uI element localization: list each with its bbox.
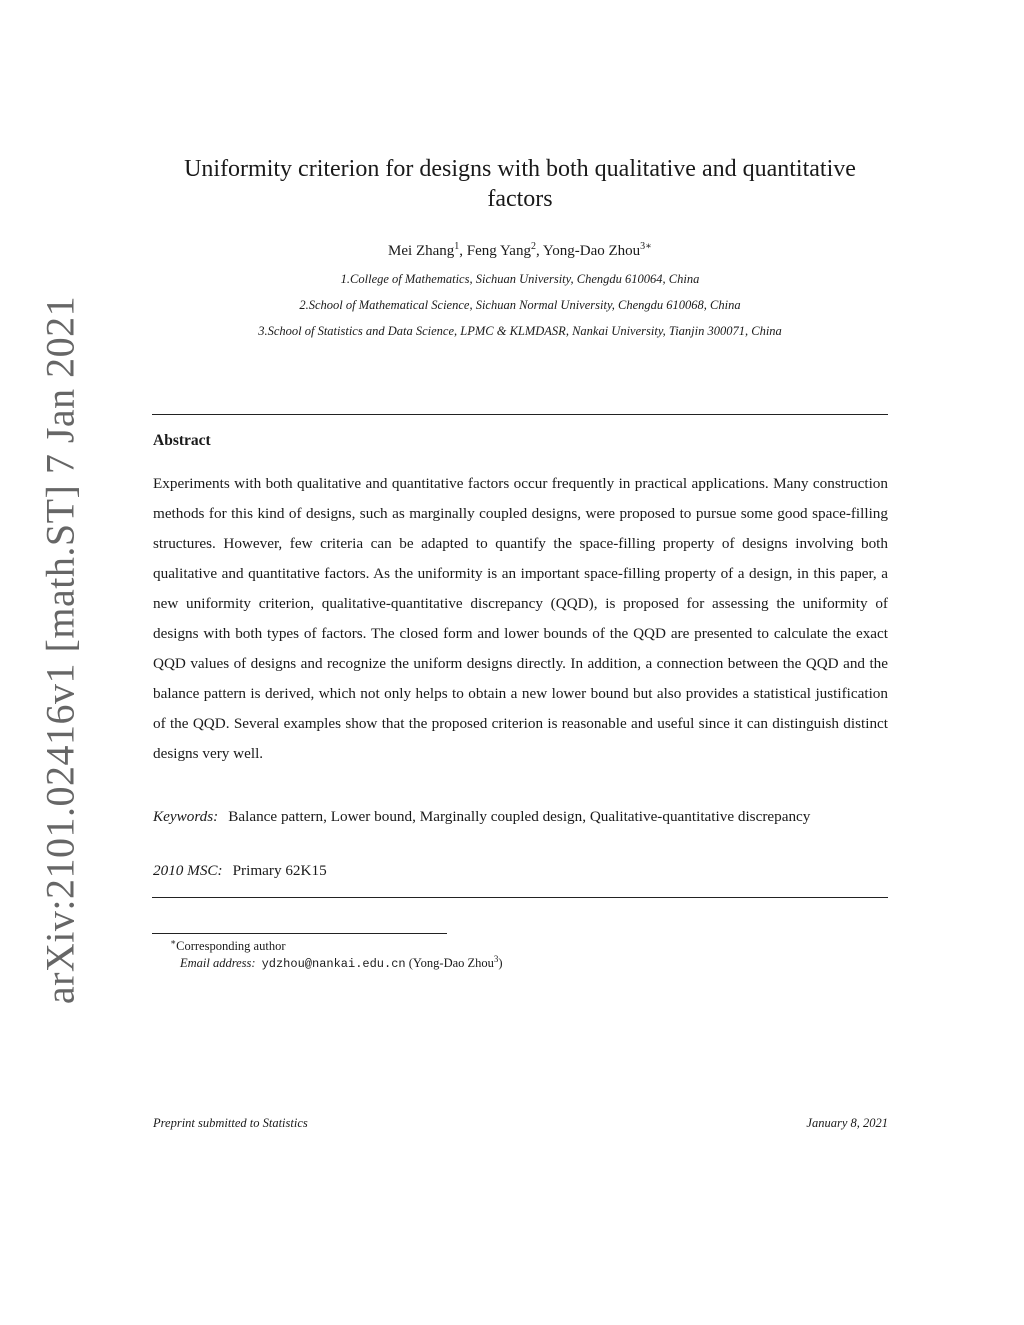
keywords-label: Keywords: <box>153 808 219 825</box>
footnote-mark: ∗ <box>170 937 177 947</box>
email-address[interactable]: ydzhou@nankai.edu.cn <box>261 957 406 972</box>
footnote-email <box>180 954 503 971</box>
abstract-heading: Abstract <box>153 432 211 449</box>
author-list: Mei Zhang$^1$, Feng Yang$^2$, Yong-Dao Zhou$^{3∗}$ <box>388 241 652 259</box>
affiliation-1: 1.College of Mathematics, Sichuan University, Chengdu 610064, China <box>340 272 700 286</box>
footer-preprint-note: Preprint submitted to Statistics <box>153 1116 308 1130</box>
author-3: Yong-Dao Zhou <box>542 243 641 259</box>
footnote-corresponding <box>170 937 285 954</box>
title-line-2: factors <box>487 186 553 212</box>
abstract-bottom-rule <box>152 897 888 898</box>
author-2: Feng Yang <box>466 243 531 259</box>
msc-text: Primary 62K15 <box>232 862 327 879</box>
msc-label: 2010 MSC: <box>153 862 223 879</box>
arxiv-stamp: arXiv:2101.02416v1 [math.ST] 7 Jan 2021 <box>37 295 83 1005</box>
author-3-sup: 3∗ <box>640 241 652 252</box>
abstract-top-rule <box>152 414 888 415</box>
footnote-rule <box>152 933 447 934</box>
author-2-sup: 2 <box>530 241 536 252</box>
affiliation-2: 2.School of Mathematical Science, Sichuan Normal University, Chengdu 610068, China <box>299 298 741 312</box>
abstract-body: Experiments with both qualitative and quantitative factors occur frequently in practical applications. Many construction methods for this kind of designs, such as marginally coupled designs, were proposed to pursue some good space-filling structures. However, few criteria can be adapted to quantify the space-filling property of designs involving both qualitative and quantitative factors. As the uniformity is an important space-filling property of a design, in this paper, a new uniformity criterion, qualitative-quantitative discrepancy (QQD), is proposed for assessing the uniformity of designs with both types of factors. The closed form and lower bounds of the QQD are presented to calculate the exact QQD values of designs and recognize the uniform designs directly. In addition, a connection between the QQD and the balance pattern is derived, which not only helps to obtain a new lower bound but also provides a statistical justification of the QQD. Several examples show that the proposed criterion is reasonable and useful since it can distinguish distinct designs very well. <box>153 475 888 762</box>
footer-date: January 8, 2021 <box>806 1116 888 1130</box>
author-1-sup: 1 <box>454 241 460 252</box>
keywords-text: Balance pattern, Lower bound, Marginally coupled design, Qualitative-quantitative discrepancy <box>228 808 811 825</box>
msc-classification <box>153 862 327 880</box>
email-owner-sup: 3 <box>493 954 499 964</box>
keywords <box>153 802 888 831</box>
title-line-1: Uniformity criterion for designs with both qualitative and quantitative <box>184 156 856 182</box>
corresponding-author-text: Corresponding author <box>176 939 286 954</box>
affiliation-3: 3.School of Statistics and Data Science, LPMC & KLMDASR, Nankai University, Tianjin 300071, China <box>258 324 782 338</box>
paper-title <box>140 154 900 214</box>
author-1: Mei Zhang <box>388 243 455 259</box>
email-owner-close: ) <box>498 956 503 971</box>
email-label: Email address: <box>180 956 256 971</box>
email-owner: (Yong-Dao Zhou <box>408 956 494 971</box>
